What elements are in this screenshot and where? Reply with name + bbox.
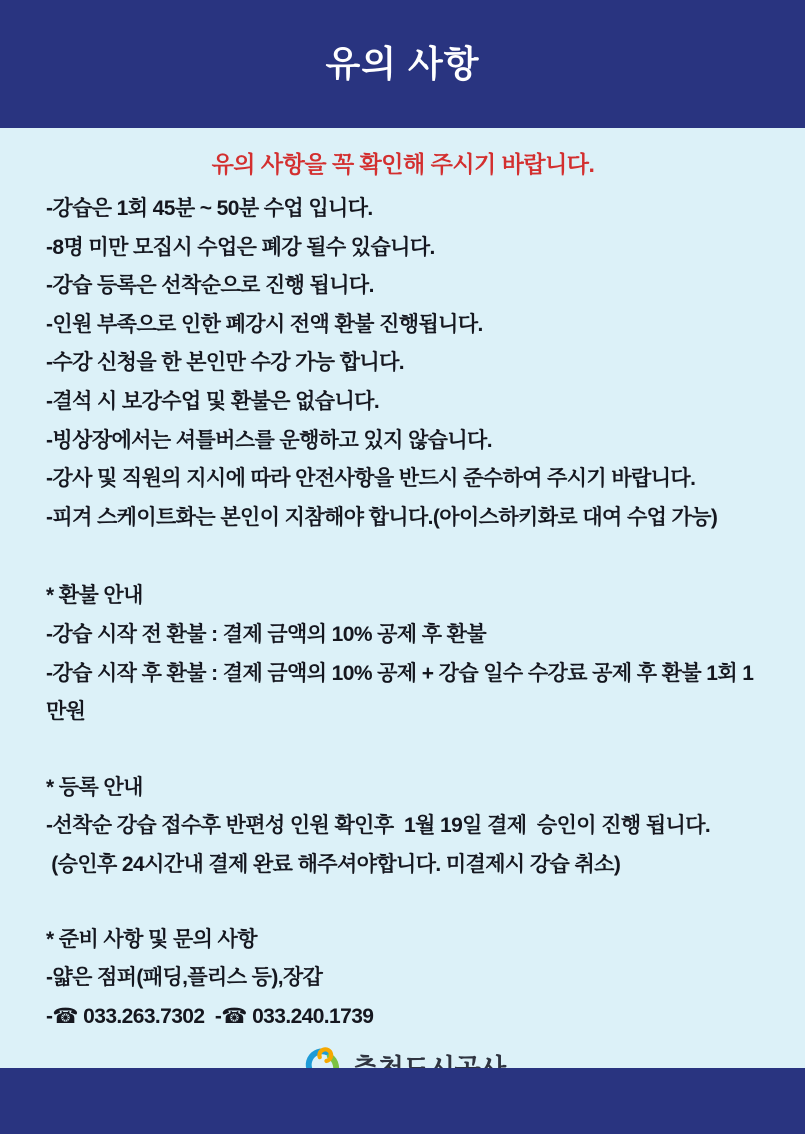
section-line: -강습 시작 전 환불 : 결제 금액의 10% 공제 후 환불 (46, 622, 487, 646)
poster-header (0, 0, 805, 128)
poster-body (0, 150, 805, 1086)
section-heading-refund: * 환불 안내 (46, 584, 143, 608)
intro-warning-text: 유의 사항을 꼭 확인해 주시기 바랍니다. (211, 151, 595, 177)
section-refund-info (46, 577, 760, 731)
poster-footer (0, 1068, 805, 1134)
note-item: -강사 및 직원의 지시에 따라 안전사항을 반드시 준수하여 주시기 바랍니다. (46, 467, 696, 491)
note-item: -8명 미만 모집시 수업은 폐강 될수 있습니다. (46, 235, 435, 259)
page-title: 유의 사항 (325, 42, 480, 84)
note-item: -강습 등록은 선착순으로 진행 됩니다. (46, 274, 374, 298)
section-preparation-contact (46, 921, 760, 1037)
note-item: -인원 부족으로 인한 폐강시 전액 환불 진행됩니다. (46, 312, 483, 336)
section-heading-preparation: * 준비 사항 및 문의 사항 (46, 927, 257, 951)
section-line: -강습 시작 후 환불 : 결제 금액의 10% 공제 + 강습 일수 수강료 공제 후 환불 1회 1만원 (46, 661, 754, 724)
section-line: -선착순 강습 접수후 반편성 인원 확인후 1월 19일 결제 승인이 진행 됩니다. (46, 814, 711, 838)
note-item: -피겨 스케이트화는 본인이 지참해야 합니다.(아이스하키화로 대여 수업 가능) (46, 505, 718, 529)
section-line: -얇은 점퍼(패딩,플리스 등),장갑 (46, 966, 323, 990)
note-item: -수강 신청을 한 본인만 수강 가능 합니다. (46, 351, 405, 375)
note-item: -결석 시 보강수업 및 환불은 없습니다. (46, 389, 380, 413)
note-item: -강습은 1회 45분 ~ 50분 수업 입니다. (46, 197, 373, 220)
notes-list (46, 190, 760, 537)
section-line contact-phones: -☎ 033.263.7302 -☎ 033.240.1739 (46, 1004, 374, 1028)
note-item: -빙상장에서는 셔틀버스를 운행하고 있지 않습니다. (46, 428, 492, 452)
section-registration-info (46, 769, 760, 885)
section-line: (승인후 24시간내 결제 완료 해주셔야합니다. 미결제시 강습 취소) (46, 852, 621, 876)
section-heading-registration: * 등록 안내 (46, 775, 143, 799)
